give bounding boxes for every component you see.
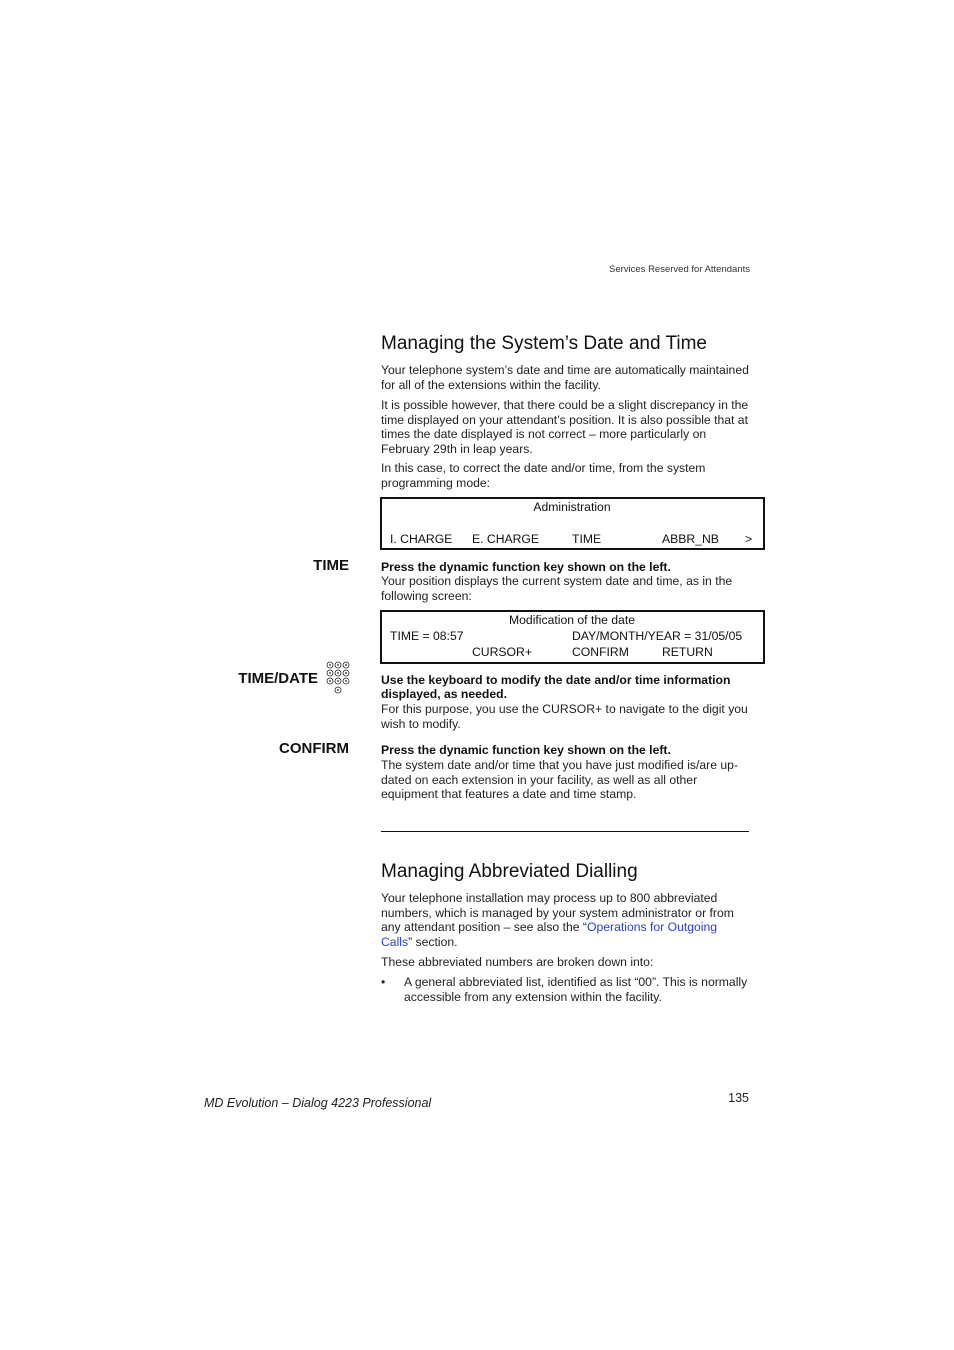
instruction-confirm: Press the dynamic function key shown on the left. xyxy=(381,743,671,757)
paragraph-correct: In this case, to correct the date and/or time, from the system programming mode: xyxy=(381,461,706,490)
page-number: 135 xyxy=(728,1091,749,1105)
key-label-confirm: CONFIRM xyxy=(279,740,349,757)
bullet-general-list: A general abbreviated list, identified as list “00”. This is normally accessible from any extension within the facility. xyxy=(404,975,748,1004)
screen-key-confirm: CONFIRM xyxy=(572,645,629,659)
screen-date-value: DAY/MONTH/YEAR = 31/05/05 xyxy=(572,629,743,643)
key-label-time-date: TIME/DATE xyxy=(238,670,318,687)
display-screen-administration xyxy=(380,497,765,550)
screen-title: Administration xyxy=(533,500,611,514)
paragraph-abbreviated-intro xyxy=(381,891,749,949)
section-title-date-time: Managing the System’s Date and Time xyxy=(381,333,707,354)
screen-key-time: TIME xyxy=(572,532,602,546)
screen-key-return: RETURN xyxy=(662,645,713,659)
screen-key-e-charge: E. CHARGE xyxy=(472,532,540,546)
instruction-time: Press the dynamic function key shown on the left. xyxy=(381,560,671,574)
keypad-icon xyxy=(325,660,351,696)
screen-key-more: > xyxy=(745,532,753,546)
text-confirm: The system date and/or time that you have just modified is/are up-dated on each extension in your facility, as well as all other equipment that features a date and time stamp. xyxy=(381,758,739,802)
paragraph-breakdown: These abbreviated numbers are broken down into: xyxy=(381,955,654,969)
paragraph-text-start: Your telephone installation may process up to 800 abbreviated numbers, which is managed by your system administrator or from any attendant position – see also the “ xyxy=(381,891,734,935)
running-header: Services Reserved for Attendants xyxy=(609,264,750,275)
key-label-time: TIME xyxy=(313,557,349,574)
link-operations-outgoing-calls[interactable]: Operations for Outgoing Calls xyxy=(381,920,718,949)
section-title-abbreviated-dialling: Managing Abbreviated Dialling xyxy=(381,861,638,882)
text-time-date: For this purpose, you use the CURSOR+ to navigate to the digit you wish to modify. xyxy=(381,702,748,731)
paragraph-text-end: ” section. xyxy=(408,934,458,949)
footer-product-name: MD Evolution – Dialog 4223 Professional xyxy=(204,1096,432,1110)
paragraph-intro: Your telephone system’s date and time are automatically maintained for all of the extensions within the facility. xyxy=(381,363,749,392)
screen-title: Modification of the date xyxy=(508,613,636,627)
section-divider xyxy=(381,831,749,832)
paragraph-discrepancy: It is possible however, that there could be a slight discrepancy in the time displayed on your attendant’s position. It is also possible that at times the date displayed is not correct – more particularly on February 29th in leap years. xyxy=(381,398,749,456)
display-screen-modification xyxy=(380,610,765,664)
screen-time-value: TIME = 08:57 xyxy=(390,629,464,643)
screen-key-cursor: CURSOR+ xyxy=(472,645,532,659)
screen-key-abbr-nb: ABBR_NB xyxy=(662,532,719,546)
text-time: Your position displays the current system date and time, as in the following screen: xyxy=(381,574,733,603)
bullet-marker: • xyxy=(381,975,386,989)
instruction-time-date: Use the keyboard to modify the date and/or time information displayed, as needed. xyxy=(381,673,731,701)
screen-key-i-charge: I. CHARGE xyxy=(390,532,453,546)
